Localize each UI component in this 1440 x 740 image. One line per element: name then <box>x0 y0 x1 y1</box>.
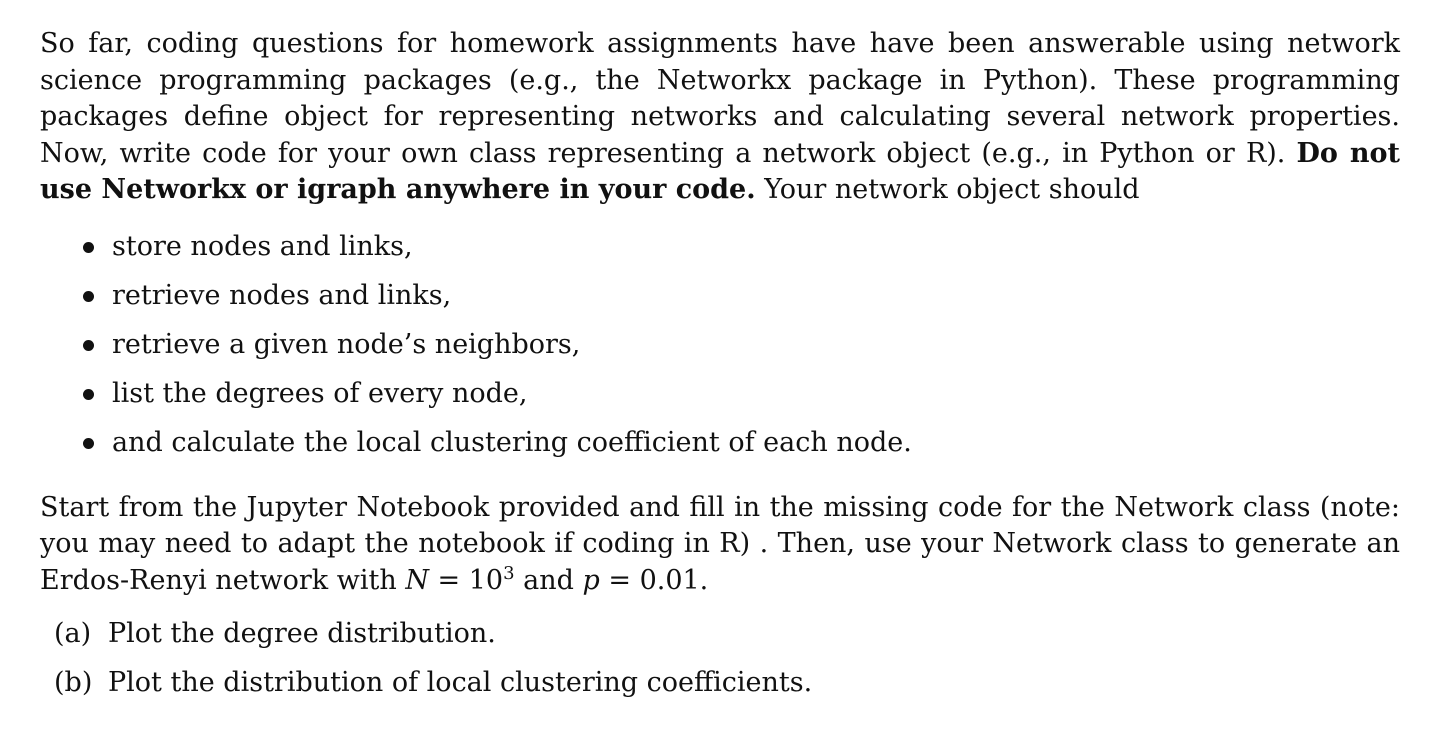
intro-bold-warning: Do not use Networkx or igraph anywhere in your code. <box>40 137 1400 205</box>
math-n-equals: = 10 <box>428 564 504 596</box>
list-item-text: retrieve a given node’s neighbors, <box>112 329 581 360</box>
list-item-text: store nodes and links, <box>112 231 413 262</box>
task-text: Plot the distribution of local clustering coefficients. <box>108 666 813 698</box>
intro-text: So far, coding questions for homework assignments have have been answerable using network science programming packages (e.g., the Networkx package in Python). These programming packages define object for representing networks and calculating several network properties. Now, write code for your own class representing a network object (e.g., in Python or R). <box>40 28 1400 169</box>
task-label: (a) <box>54 617 92 649</box>
list-item <box>40 419 1400 468</box>
intro-paragraph <box>40 26 1400 209</box>
requirements-list <box>40 223 1400 468</box>
math-p-equals: = 0.01. <box>599 564 709 596</box>
bullet-icon <box>83 340 94 351</box>
list-item <box>40 272 1400 321</box>
bullet-icon <box>83 291 94 302</box>
bullet-icon <box>83 438 94 449</box>
math-and: and <box>514 564 583 596</box>
list-item-text: and calculate the local clustering coefficient of each node. <box>112 427 912 458</box>
task-item <box>40 658 1400 707</box>
instructions-paragraph <box>40 490 1400 600</box>
math-n-exponent: 3 <box>503 562 515 584</box>
intro-text-end: Your network object should <box>755 174 1140 205</box>
list-item-text: retrieve nodes and links, <box>112 280 452 311</box>
math-n-variable: N <box>405 564 429 596</box>
task-item <box>40 609 1400 658</box>
list-item-text: list the degrees of every node, <box>112 378 528 409</box>
math-p-variable: p <box>582 564 600 596</box>
bullet-icon <box>83 389 94 400</box>
task-text: Plot the degree distribution. <box>108 617 496 649</box>
instructions-text: Start from the Jupyter Notebook provided and fill in the missing code for the Network class (note: you may need to adapt the notebook if coding in R) . Then, use your Network class to generate an Erdos-Renyi network with <box>40 491 1400 596</box>
bullet-icon <box>83 242 94 253</box>
list-item <box>40 370 1400 419</box>
list-item <box>40 223 1400 272</box>
list-item <box>40 321 1400 370</box>
task-label: (b) <box>54 666 93 698</box>
tasks-list <box>40 609 1400 707</box>
